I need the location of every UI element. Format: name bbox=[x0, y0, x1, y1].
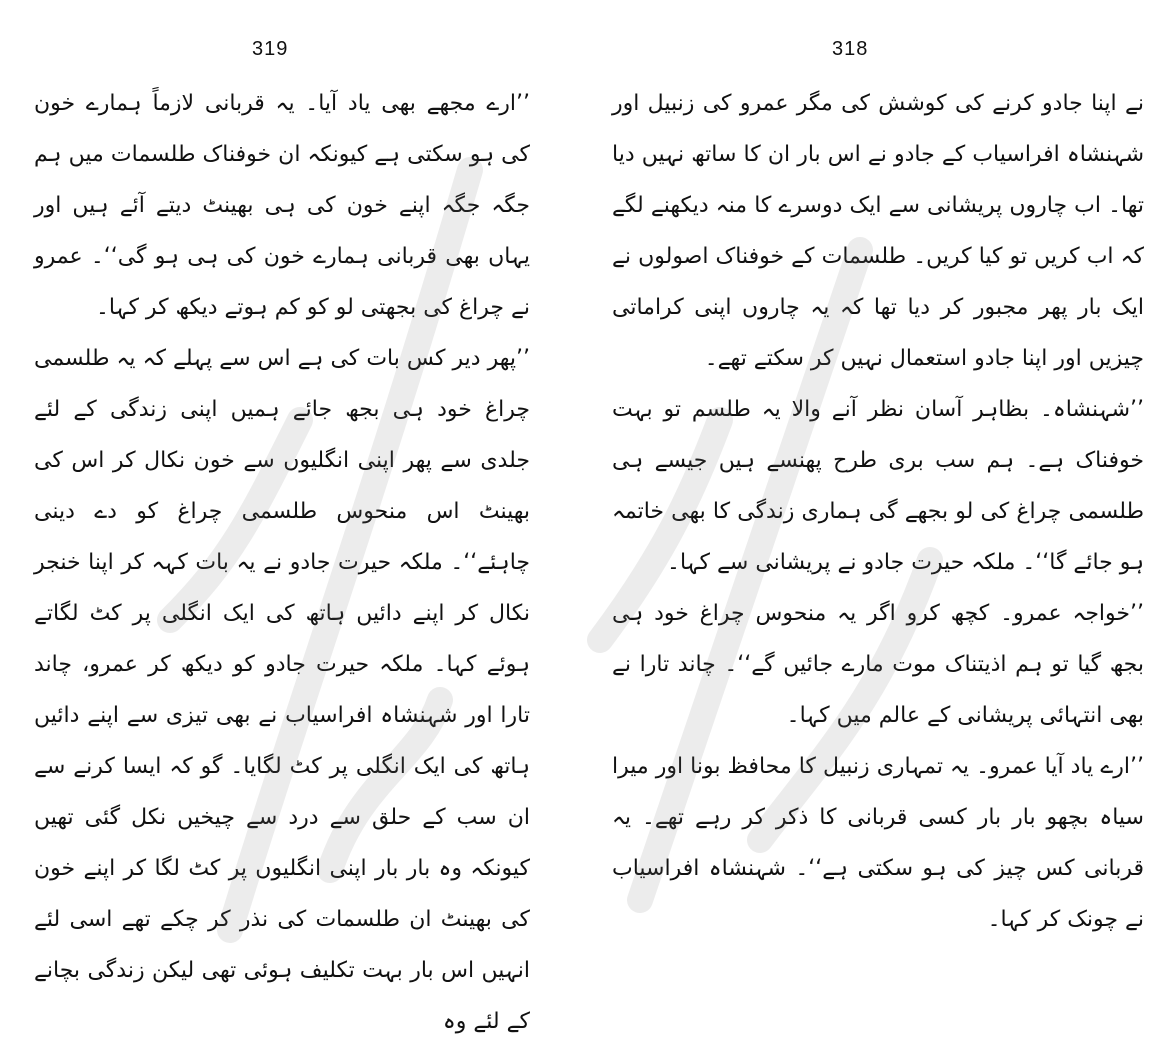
left-page-text bbox=[34, 78, 530, 1047]
right-page-text bbox=[612, 78, 1144, 945]
right-paragraph-1: نے اپنا جادو کرنے کی کوشش کی مگر عمرو کی زنبیل اور شہنشاہ افراسیاب کے جادو نے اس بار ان کا ساتھ نہیں دیا تھا۔ اب چاروں پریشانی سے ایک دوسرے کا منہ دیکھنے لگے کہ اب کریں تو کیا کریں۔ طلسمات کے خوفناک اصولوں نے ایک بار پھر مجبور کر دیا تھا کہ یہ چاروں اپنی کراماتی چیزیں اور اپنا جادو استعمال نہیں کر سکتے تھے۔ bbox=[612, 91, 1144, 371]
book-gutter bbox=[560, 0, 584, 986]
page-number-right: 318 bbox=[832, 38, 869, 60]
left-paragraph-1: ’’ارے مجھے بھی یاد آیا۔ یہ قربانی لازماً ہمارے خون کی ہو سکتی ہے کیونکہ ان خوفناک طلسمات میں ہم جگہ جگہ اپنے خون کی ہی بھینٹ دیتے آئے ہیں اور یہاں بھی قربانی ہمارے خون کی ہی ہو گی‘‘۔ عمرو نے چراغ کی بجھتی لو کو کم ہوتے دیکھ کر کہا۔ bbox=[34, 91, 530, 320]
right-page bbox=[584, 0, 1168, 986]
right-paragraph-3: ’’خواجہ عمرو۔ کچھ کرو اگر یہ منحوس چراغ خود ہی بجھ گیا تو ہم اذیتناک موت مارے جائیں گے‘‘۔ چاند تارا نے بھی انتہائی پریشانی کے عالم میں کہا۔ bbox=[612, 601, 1144, 728]
left-paragraph-2: ’’پھر دیر کس بات کی ہے اس سے پہلے کہ یہ طلسمی چراغ خود ہی بجھ جائے ہمیں اپنی زندگی کے لئے جلدی سے پھر اپنی انگلیوں سے خون نکال کر اس کی بھینٹ اس منحوس طلسمی چراغ کو دے دینی چاہئے‘‘۔ ملکہ حیرت جادو نے یہ بات کہہ کر اپنا خنجر نکال کر اپنے دائیں ہاتھ کی ایک انگلی پر کٹ لگاتے ہوئے کہا۔ ملکہ حیرت جادو کو دیکھ کر عمرو، چاند تارا اور شہنشاہ افراسیاب نے بھی تیزی سے اپنے دائیں ہاتھ کی ایک انگلی پر کٹ لگایا۔ گو کہ ایسا کرنے سے ان سب کے حلق سے درد سے چیخیں نکل گئی تھیں کیونکہ وہ بار بار اپنی انگلیوں پر کٹ لگا کر اپنے خون کی بھینٹ ان طلسمات کی نذر کر چکے تھے اسی لئے انہیں اس بار بہت تکلیف ہوئی تھی لیکن زندگی بچانے کے لئے وہ bbox=[34, 346, 530, 1034]
left-page bbox=[0, 0, 560, 1034]
page-number-left: 319 bbox=[252, 38, 289, 60]
right-paragraph-2: ’’شہنشاہ۔ بظاہر آسان نظر آنے والا یہ طلسم تو بہت خوفناک ہے۔ ہم سب بری طرح پھنسے ہیں جیسے ہی طلسمی چراغ کی لو بجھے گی ہماری زندگی کا بھی خاتمہ ہو جائے گا‘‘۔ ملکہ حیرت جادو نے پریشانی سے کہا۔ bbox=[612, 397, 1144, 575]
right-paragraph-4: ’’ارے یاد آیا عمرو۔ یہ تمہاری زنبیل کا محافظ بونا اور میرا سیاہ بچھو بار بار کسی قربانی کا ذکر کر رہے تھے۔ یہ قربانی کس چیز کی ہو سکتی ہے‘‘۔ شہنشاہ افراسیاب نے چونک کر کہا۔ bbox=[612, 754, 1144, 932]
